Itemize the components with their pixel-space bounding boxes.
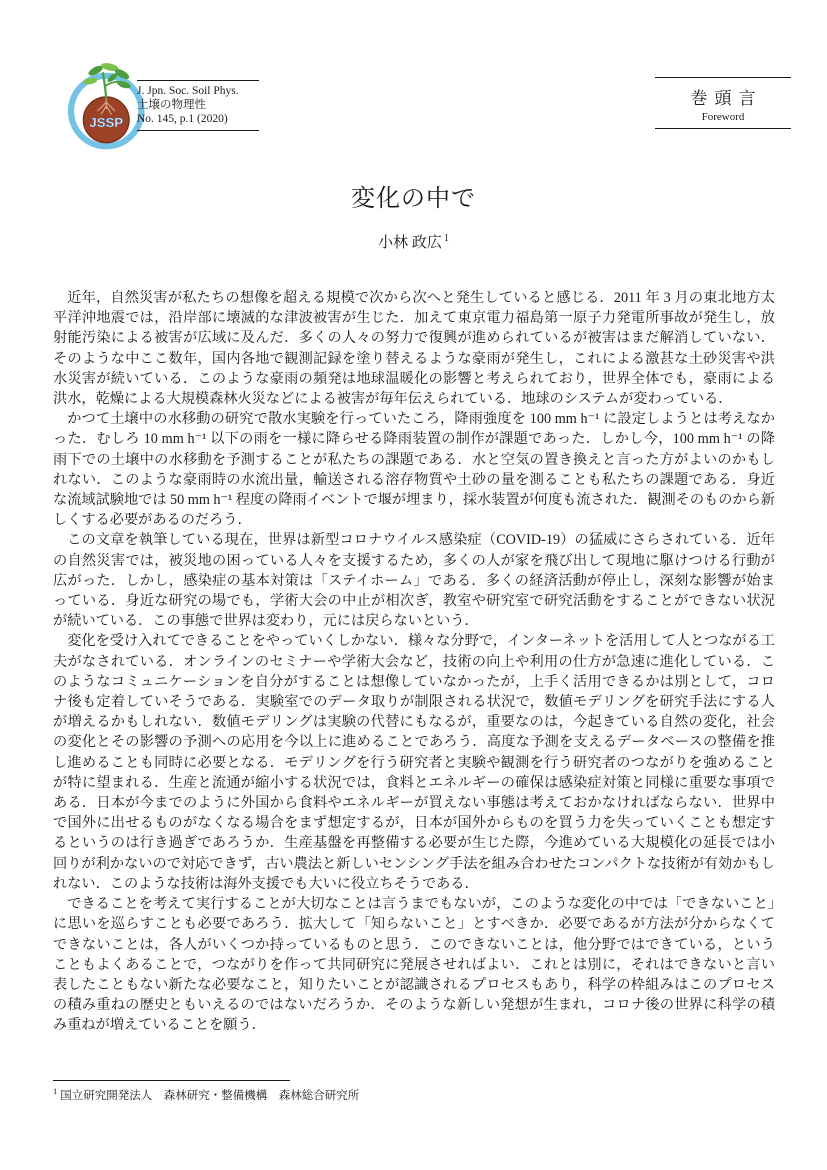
footnote-marker: 1 [53, 1086, 58, 1096]
footnote [53, 1080, 775, 1104]
journal-info [137, 80, 259, 131]
foreword-title-ja: 巻頭言 [690, 89, 763, 108]
body-paragraph: 近年，自然災害が私たちの想像を超える規模で次から次へと発生していると感じる．2011 年 3 月の東北地方太平洋沖地震では，沿岸部に壊滅的な津波被害が生じた．加えて東京電力福島第一原子力発電所事故が発生し，放射能汚染による被害が広域に及んだ．多くの人々の努力で復興が進められているが被害はまだ解消していない．そのような中ここ数年，国内各地で観測記録を塗り替えるような豪雨が発生し，これによる激甚な土砂災害や洪水災害が続いている．このような豪雨の頻発は地球温暖化の影響と考えられており，世界全体でも，豪雨による洪水，乾燥による大規模森林火災などによる被害が毎年伝えられている．地球のシステムが変わっている． [53, 290, 775, 408]
footnote-text: 国立研究開発法人 森林研究・整備機構 森林総合研究所 [60, 1089, 360, 1102]
article-title: 変化の中で [351, 186, 476, 212]
body-paragraph: できることを考えて実行することが大切なことは言うまでもないが，このような変化の中では「できないこと」に思いを巡らすことも必要であろう．拡大して「知らないこと」とすべきか．必要であるが方法が分からなくてできないことは，各人がいくつか持っているものと思う．このできないことは，他分野ではできている，ということもよくあることで，つながりを作って共同研究に発展させればよい．これとは別に，それはできないと言い表したこともない新たな必要なこと，知りたいことが認識されるプロセスもあり，科学の枠組みはこのプロセスの積み重ねの歴史ともいえるのではないだろうか．そのような新しい発想が生まれ，コロナ後の世界に科学の積み重ねが増えていることを願う． [53, 896, 775, 1034]
author-name: 小林 政広 [378, 235, 442, 251]
body-paragraph: 変化を受け入れてできることをやっていくしかない．様々な分野で，インターネットを活用して人とつながる工夫がなされている．オンラインのセミナーや学術大会など，技術の向上や利用の仕方が急速に進化している．このようなコミュニケーションを自分がすることは想像していなかったが，上手く活用できるかは別として，コロナ後も定着していそうである．実験室でのデータ取りが制限される状況で，数値モデリングを研究手法にする人が増えるかもしれない．数値モデリングは実験の代替にもなるが，重要なのは，今起きている自然の変化，社会の変化とその影響の予測への応用を今以上に進めることであろう．高度な予測を支えるデータベースの整備を推し進めることも同時に必要となる．モデリングを行う研究者と実験や観測を行う研究者のつながりを強めることが特に望まれる．生産と流通が縮小する状況では，食料とエネルギーの確保は感染症対策と同様に重要な事項である．日本が今までのように外国から食料やエネルギーが買えない事態は考えておかなければならない．世界中で国外に出せるものがなくなる場合をまず想定するが，日本が国外からものを買う力を失っていくことも想定するというのは行き過ぎであろうか．生産基盤を再整備する必要が生じた際，今進めている大規模化の延長では小回りが利かないので対応できず，古い農法と新しいセンシング手法を組み合わせたコンパクトな技術が有効かもしれない．このような技術は海外支援でも大いに役立ちそうである． [53, 633, 775, 892]
journal-name-ja: 土壌の物理性 [137, 99, 206, 111]
article-author [0, 231, 827, 252]
body-paragraph: この文章を執筆している現在，世界は新型コロナウイルス感染症（COVID-19）の猛威にさらされている．近年の自然災害では，被災地の困っている人々を支援するため，多くの人が家を飛び出して現地に駆けつける行動が広がった．しかし，感染症の基本対策は「ステイホーム」である．多くの経済活動が停止し，深刻な影響が始まっている．身近な研究の場でも，学術大会の中止が相次ぎ，教室や研究室で研究活動をすることができない状況が続いている．この事態で世界は変わり，元には戻らないという． [53, 532, 775, 630]
author-footnote-marker: 1 [443, 233, 449, 244]
foreword-title-en: Foreword [701, 111, 745, 123]
foreword-box [655, 77, 791, 129]
footnote-rule [53, 1080, 290, 1081]
journal-name-en: J. Jpn. Soc. Soil Phys. [137, 85, 239, 97]
journal-issue: No. 145, p.1 (2020) [137, 113, 228, 125]
article-body [53, 288, 775, 1036]
svg-text:JSSP: JSSP [89, 114, 124, 130]
body-paragraph: かつて土壌中の水移動の研究で散水実験を行っていたころ，降雨強度を 100 mm h⁻¹ に設定しようとは考えなかった．むしろ 10 mm h⁻¹ 以下の雨を一様に降らせる降雨装置の制作が課題であった．しかし今，100 mm h⁻¹ の降雨下での土壌中の水移動を予測することが私たちの課題である．水と空気の置き換えと言った方がよいのかもしれない．このような豪雨時の水流出量，輸送される溶存物質や土砂の量を測ることも私たちの課題である．身近な流域試験地では 50 mm h⁻¹ 程度の降雨イベントで堰が埋まり，採水装置が何度も流された．観測そのものから新しくする必要があるのだろう． [53, 411, 775, 529]
